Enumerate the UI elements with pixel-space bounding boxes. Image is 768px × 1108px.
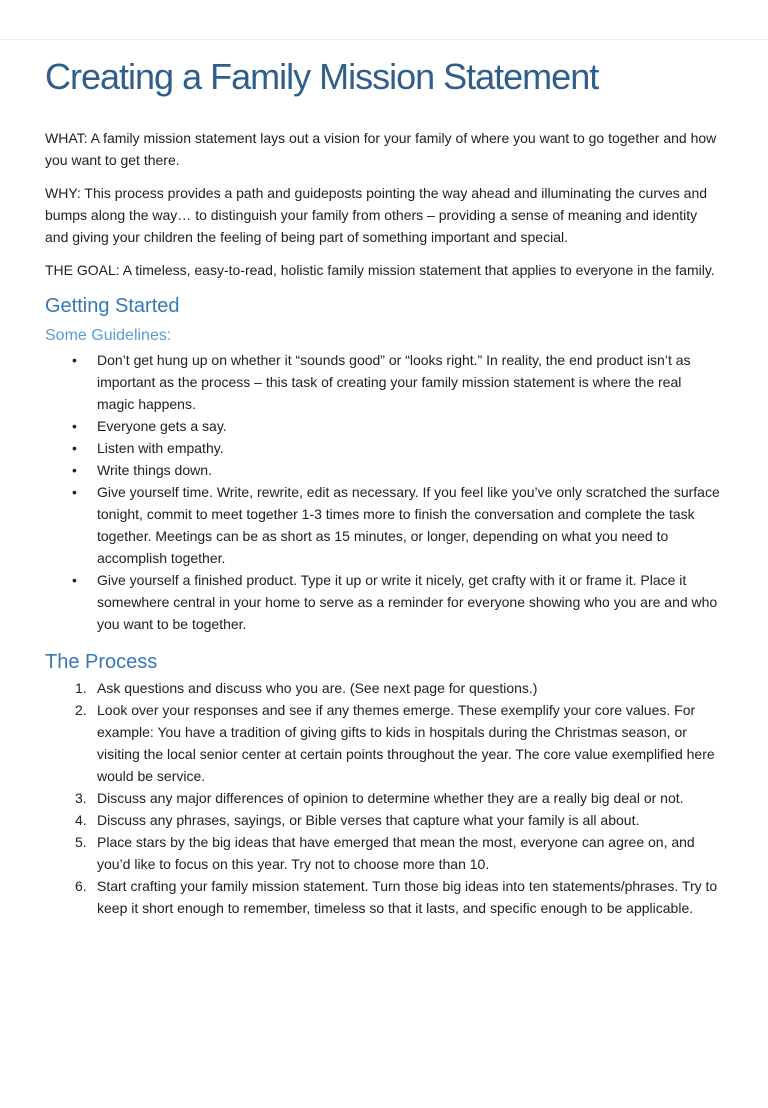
some-guidelines-subheading: Some Guidelines: [45, 327, 172, 344]
step-number: 2. [75, 702, 87, 718]
bullet-icon: • [72, 440, 77, 456]
bullet-icon: • [72, 352, 77, 368]
process-steps-list [45, 677, 720, 919]
guideline-text: Everyone gets a say. [97, 418, 227, 434]
guidelines-list [45, 349, 720, 635]
step-number: 1. [75, 680, 87, 696]
goal-paragraph: THE GOAL: A timeless, easy-to-read, holistic family mission statement that applies to everyone in the family. [45, 262, 715, 278]
list-item [72, 415, 720, 437]
step-number: 3. [75, 790, 87, 806]
guideline-text: Don’t get hung up on whether it “sounds good” or “looks right.” In reality, the end product isn’t as important as the process – this task of creating your family mission statement is where the real magic happens. [97, 352, 691, 412]
step-text: Ask questions and discuss who you are. (See next page for questions.) [97, 680, 538, 696]
list-item [72, 569, 720, 635]
getting-started-heading: Getting Started [45, 295, 180, 317]
bullet-icon: • [72, 418, 77, 434]
guideline-text: Write things down. [97, 462, 212, 478]
step-number: 6. [75, 878, 87, 894]
step-text: Discuss any phrases, sayings, or Bible verses that capture what your family is all about. [97, 812, 640, 828]
list-item [72, 481, 720, 569]
list-item [72, 349, 720, 415]
what-paragraph: WHAT: A family mission statement lays out a vision for your family of where you want to go together and how you want to get there. [45, 130, 717, 168]
the-process-heading: The Process [45, 651, 158, 673]
guideline-text: Give yourself a finished product. Type it up or write it nicely, get crafty with it or frame it. Place it somewhere central in your home to serve as a reminder for everyone showing who you are and who you want to be together. [97, 572, 718, 632]
bullet-icon: • [72, 572, 77, 588]
document-title: Creating a Family Mission Statement [45, 56, 599, 97]
step-text: Discuss any major differences of opinion to determine whether they are a really big deal or not. [97, 790, 684, 806]
list-item [75, 875, 720, 919]
list-item [75, 699, 720, 787]
guideline-text: Listen with empathy. [97, 440, 224, 456]
step-number: 5. [75, 834, 87, 850]
list-item [75, 677, 720, 699]
step-text: Place stars by the big ideas that have emerged that mean the most, everyone can agree on, and you’d like to focus on this year. Try not to choose more than 10. [97, 834, 695, 872]
step-text: Look over your responses and see if any themes emerge. These exemplify your core values. For example: You have a tradition of giving gifts to kids in hospitals during the Christmas season, or visiting the local senior center at certain points throughout the year. The core value exemplified here would be service. [97, 702, 715, 784]
list-item [75, 831, 720, 875]
list-item [75, 787, 720, 809]
step-text: Start crafting your family mission statement. Turn those big ideas into ten statements/phrases. Try to keep it short enough to remember, timeless so that it lasts, and specific enough to be applicable. [97, 878, 718, 916]
why-paragraph: WHY: This process provides a path and guideposts pointing the way ahead and illuminating the curves and bumps along the way… to distinguish your family from others – providing a sense of meaning and identity and giving your children the feeling of being part of something important and special. [45, 185, 708, 245]
step-number: 4. [75, 812, 87, 828]
page-content [0, 40, 768, 919]
bullet-icon: • [72, 484, 77, 500]
bullet-icon: • [72, 462, 77, 478]
list-item [75, 809, 720, 831]
list-item [72, 459, 720, 481]
list-item [72, 437, 720, 459]
guideline-text: Give yourself time. Write, rewrite, edit as necessary. If you feel like you’ve only scratched the surface tonight, commit to meet together 1-3 times more to finish the conversation and complete the task together. Meetings can be as short as 15 minutes, or longer, depending on what you need to accomplish together. [97, 484, 720, 566]
